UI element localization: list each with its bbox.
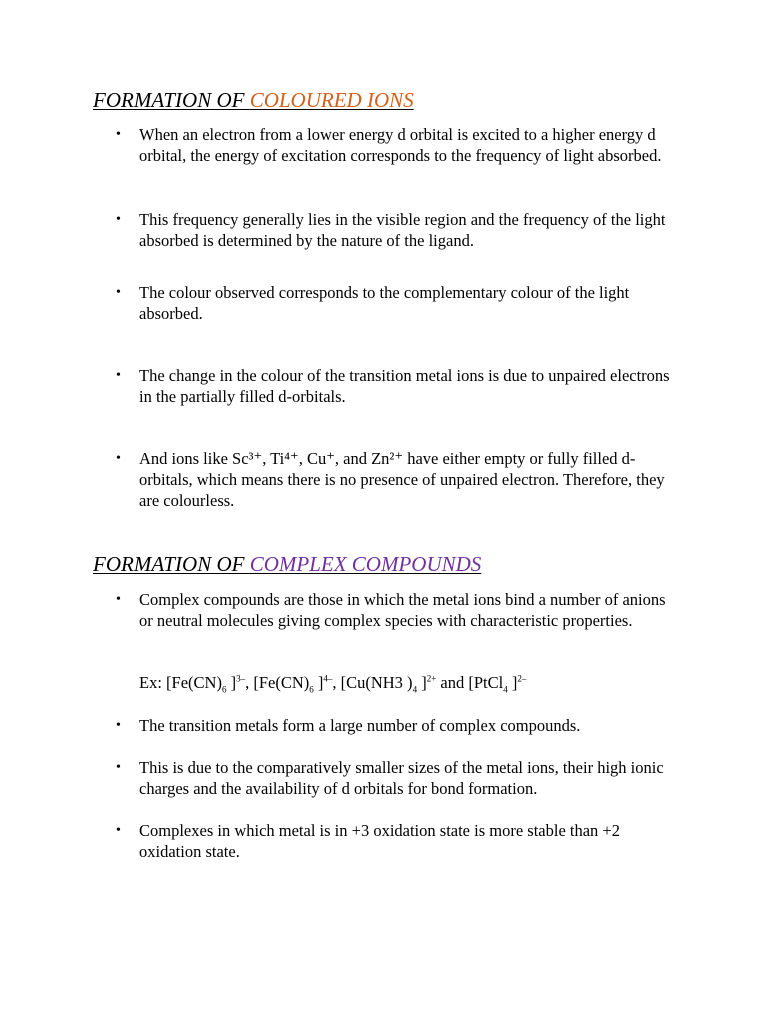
- superscript: 3–: [236, 673, 246, 684]
- list-item-text: The transition metals form a large number of complex compounds.: [139, 716, 581, 735]
- list-item-text: The change in the colour of the transition metal ions is due to unpaired electrons in the partially filled d-orbitals.: [139, 366, 670, 406]
- list-item-text: And ions like Sc³⁺, Ti⁴⁺, Cu⁺, and Zn²⁺ have either empty or fully filled d-orbitals, which means there is no presence of unpaired electron. Therefore, they are colourless.: [139, 449, 665, 510]
- example-text: ]: [313, 673, 324, 692]
- list-item-text: When an electron from a lower energy d orbital is excited to a higher energy d orbital, the energy of excitation corresponds to the frequency of light absorbed.: [139, 125, 662, 165]
- example-text: , [Cu(NH3 ): [332, 673, 413, 692]
- example-text: ]: [226, 673, 237, 692]
- list-item-text: Complexes in which metal is in +3 oxidation state is more stable than +2 oxidation state.: [139, 821, 620, 861]
- heading-prefix: FORMATION OF: [93, 552, 250, 576]
- bullet-icon: •: [116, 760, 121, 775]
- subscript: 4: [503, 684, 508, 695]
- bullet-icon: •: [116, 127, 121, 142]
- superscript: 2–: [517, 673, 527, 684]
- example-text: ]: [417, 673, 427, 692]
- superscript: 2+: [426, 673, 437, 684]
- example-text: , [Fe(CN): [245, 673, 310, 692]
- bullet-icon: •: [116, 212, 121, 227]
- list-item-text: The colour observed corresponds to the complementary colour of the light absorbed.: [139, 283, 630, 323]
- bullet-icon: •: [116, 368, 121, 383]
- subscript: 6: [309, 684, 314, 695]
- superscript: 4–: [323, 673, 333, 684]
- example-text: Ex: [Fe(CN): [139, 673, 222, 692]
- example-text: and [PtCl: [436, 673, 504, 692]
- example-formulas: [139, 672, 699, 693]
- list-item-text: Complex compounds are those in which the metal ions bind a number of anions or neutral molecules giving complex species with characteristic properties.: [139, 590, 666, 630]
- heading-prefix: FORMATION OF: [93, 88, 250, 112]
- bullet-icon: •: [116, 823, 121, 838]
- list-item-text: This is due to the comparatively smaller sizes of the metal ions, their high ionic charges and the availability of d orbitals for bond formation.: [139, 758, 664, 798]
- heading-accent: COMPLEX COMPOUNDS: [249, 552, 482, 576]
- heading-coloured-ions: [93, 88, 414, 113]
- bullet-icon: •: [116, 285, 121, 300]
- bullet-icon: •: [116, 718, 121, 733]
- heading-complex-compounds: [93, 552, 481, 577]
- subscript: 6: [221, 684, 227, 695]
- bullet-icon: •: [116, 451, 121, 466]
- subscript: 4: [412, 684, 418, 695]
- list-item-text: This frequency generally lies in the visible region and the frequency of the light absorbed is determined by the nature of the ligand.: [139, 210, 666, 250]
- example-text: ]: [507, 673, 518, 692]
- heading-accent: COLOURED IONS: [249, 88, 414, 112]
- bullet-icon: •: [116, 592, 121, 607]
